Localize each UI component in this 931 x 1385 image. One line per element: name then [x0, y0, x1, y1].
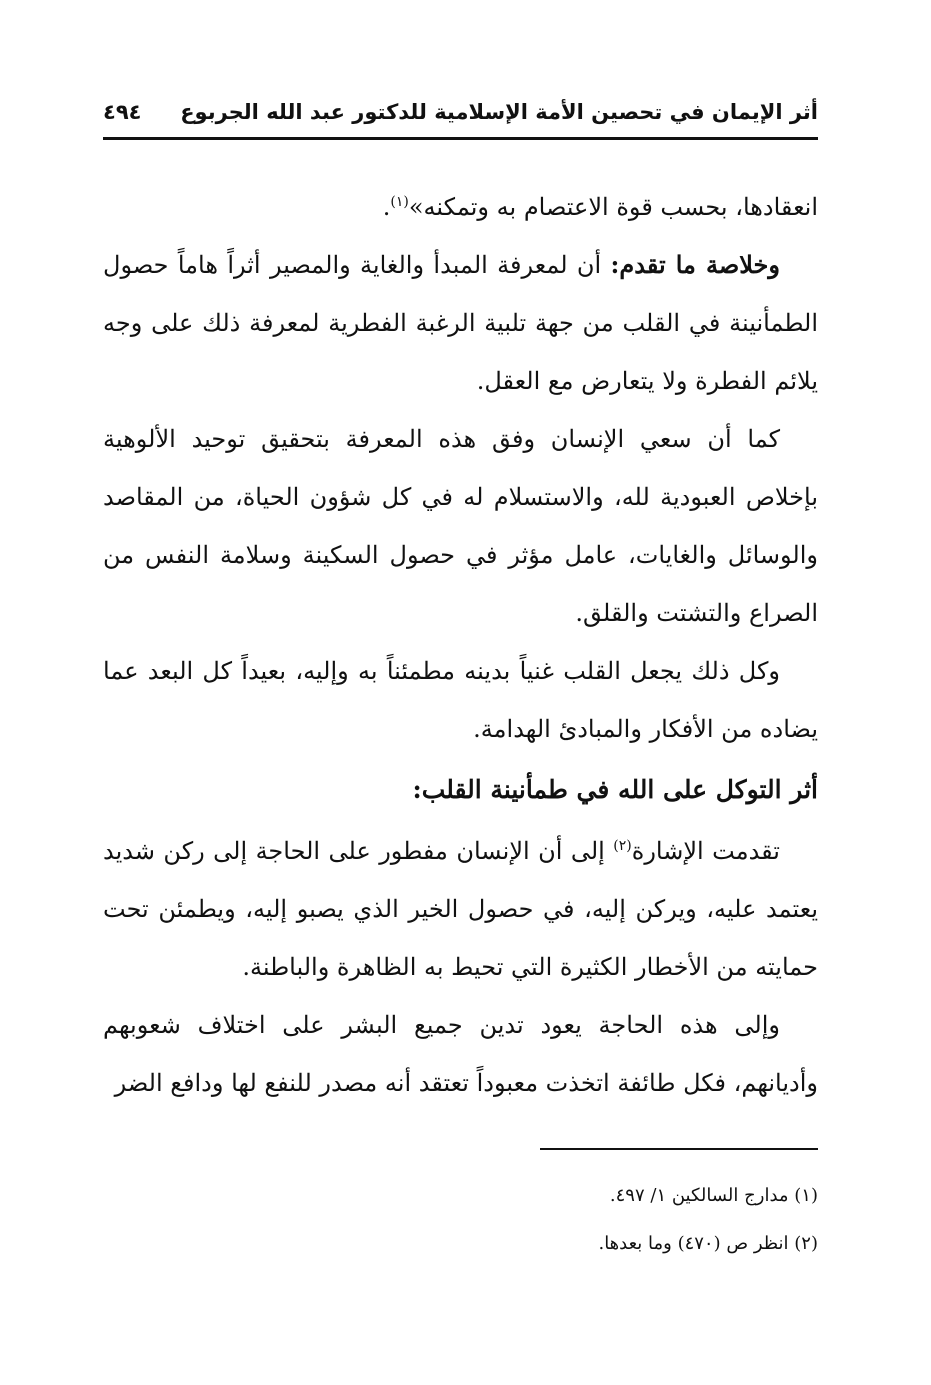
page-number: ٤٩٤ [103, 100, 142, 124]
paragraph-1: انعقادها، بحسب قوة الاعتصام به وتمكنه»$^{(١)}$. [382, 193, 818, 221]
footnotes [103, 1172, 818, 1268]
paragraph-2: وخلاصة ما تقدم: أن لمعرفة المبدأ والغاية والمصير أثراً هاماً حصول الطمأنينة في القلب من جهة تلبية الرغبة الفطرية لمعرفة ذلك على وجه يلائم الفطرة ولا يتعارض مع العقل. [103, 250, 818, 395]
header-title: أثر الإيمان في تحصين الأمة الإسلامية للدكتور عبد الله الجربوع [180, 100, 818, 124]
paragraph-6: وإلى هذه الحاجة يعود تدين جميع البشر على اختلاف شعوبهم وأديانهم، فكل طائفة اتخذت معبوداً تعتقد أنه مصدر للنفع لها ودافع الضر [103, 1011, 818, 1097]
footnote-divider [540, 1148, 818, 1150]
summary-lead: وخلاصة ما تقدم: [610, 250, 780, 279]
running-header [103, 92, 818, 132]
section-heading: أثر التوكل على الله في طمأنينة القلب: [412, 775, 818, 804]
paragraph-4: وكل ذلك يجعل القلب غنياً بدينه مطمئناً به وإليه، بعيداً كل البعد عما يضاده من الأفكار والمبادئ الهدامة. [103, 657, 818, 743]
footnote-ref-1: (١) [390, 194, 409, 210]
paragraph-5: تقدمت الإشارة$^{(٢)}$ إلى أن الإنسان مفطور على الحاجة إلى ركن شديد يعتمد عليه، ويركن إليه، في حصول الخير الذي يصبو إليه، ويطمئن تحت حمايته من الأخطار الكثيرة التي تحيط به الظاهرة والباطنة. [103, 837, 818, 981]
main-text [103, 178, 818, 1112]
footnote-1: (١) مدارج السالكين ١/ ٤٩٧. [609, 1185, 818, 1206]
header-divider [103, 137, 818, 140]
footnote-ref-2: (٢) [613, 838, 632, 854]
footnote-2: (٢) انظر ص (٤٧٠) وما بعدها. [598, 1233, 818, 1254]
paragraph-3: كما أن سعي الإنسان وفق هذه المعرفة بتحقيق توحيد الألوهية بإخلاص العبودية لله، والاستسلام له في كل شؤون الحياة، من المقاصد والوسائل والغايات، عامل مؤثر في حصول السكينة وسلامة النفس من الصراع والتشتت والقلق. [103, 425, 818, 627]
